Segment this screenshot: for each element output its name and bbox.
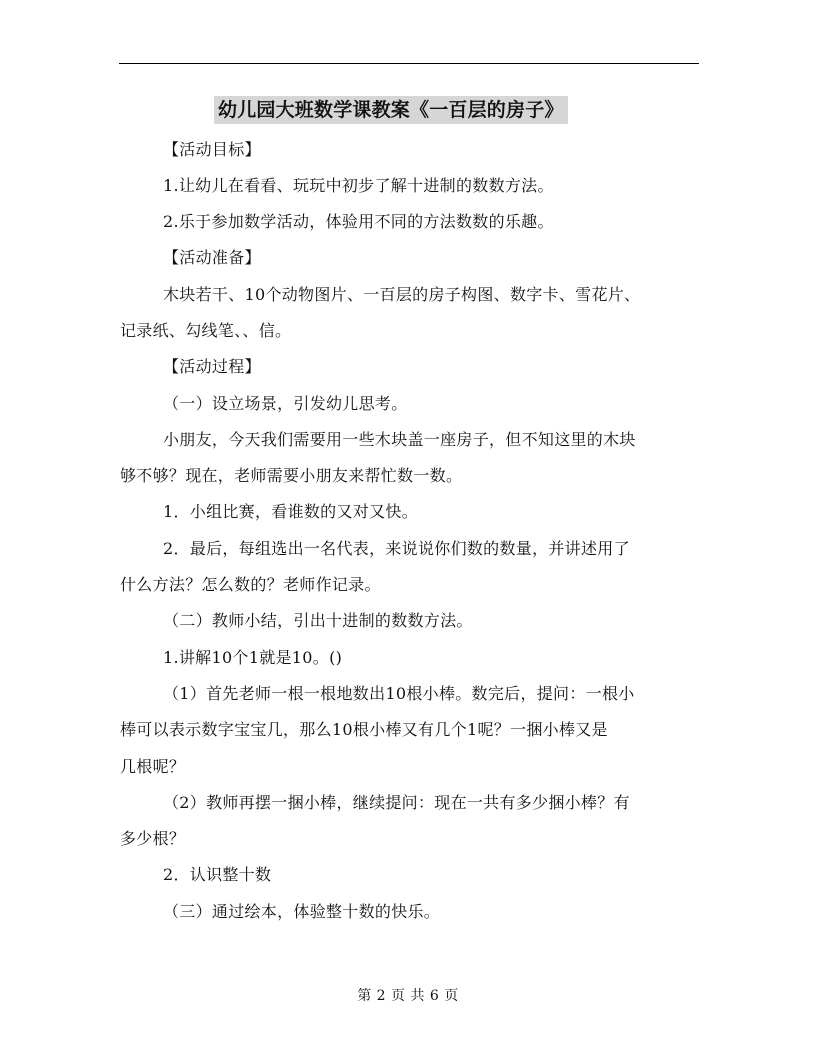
- paragraph-line: 几根呢？: [120, 757, 186, 776]
- paragraph-line: 什么方法？怎么数的？老师作记录。: [120, 575, 381, 594]
- paragraph-line: 多少根？: [120, 829, 186, 848]
- paragraph-line: 1．小组比赛，看谁数的又对又快。: [163, 502, 418, 521]
- subsection-heading: （三）通过绘本，体验整十数的快乐。: [163, 902, 441, 921]
- section-heading-preparation: 【活动准备】: [163, 248, 261, 267]
- document-title: 幼儿园大班数学课教案《一百层的房子》: [214, 96, 568, 124]
- paragraph-line: 2.乐于参加数学活动，体验用不同的方法数数的乐趣。: [163, 212, 554, 231]
- paragraph-line: 2．最后，每组选出一名代表，来说说你们数的数量，并讲述用了: [163, 539, 630, 558]
- paragraph-line: 2．认识整十数: [163, 865, 272, 884]
- paragraph-line: 木块若干、10个动物图片、一百层的房子构图、数字卡、雪花片、: [163, 285, 641, 304]
- section-heading-process: 【活动过程】: [163, 357, 261, 376]
- paragraph-line: 1.讲解10个1就是10。(): [163, 648, 343, 667]
- paragraph-line: （2）教师再摆一捆小棒，继续提问：现在一共有多少捆小棒？有: [163, 793, 630, 812]
- section-heading-goals: 【活动目标】: [163, 140, 261, 159]
- paragraph-line: 1.让幼儿在看看、玩玩中初步了解十进制的数数方法。: [163, 176, 554, 195]
- paragraph-line: 够不够？现在，老师需要小朋友来帮忙数一数。: [120, 466, 463, 485]
- paragraph-line: 棒可以表示数字宝宝几，那么10根小棒又有几个1呢？一捆小棒又是: [120, 720, 608, 739]
- paragraph-line: （1）首先老师一根一根地数出10根小棒。数完后，提问：一根小: [163, 684, 635, 703]
- subsection-heading: （二）教师小结，引出十进制的数数方法。: [163, 611, 473, 630]
- page-number: 第 2 页 共 6 页: [357, 988, 459, 1004]
- subsection-heading: （一）设立场景，引发幼儿思考。: [163, 394, 408, 413]
- header-rule: [119, 63, 699, 64]
- paragraph-line: 小朋友，今天我们需要用一些木块盖一座房子，但不知这里的木块: [163, 430, 636, 449]
- paragraph-line: 记录纸、勾线笔、、信。: [120, 321, 292, 340]
